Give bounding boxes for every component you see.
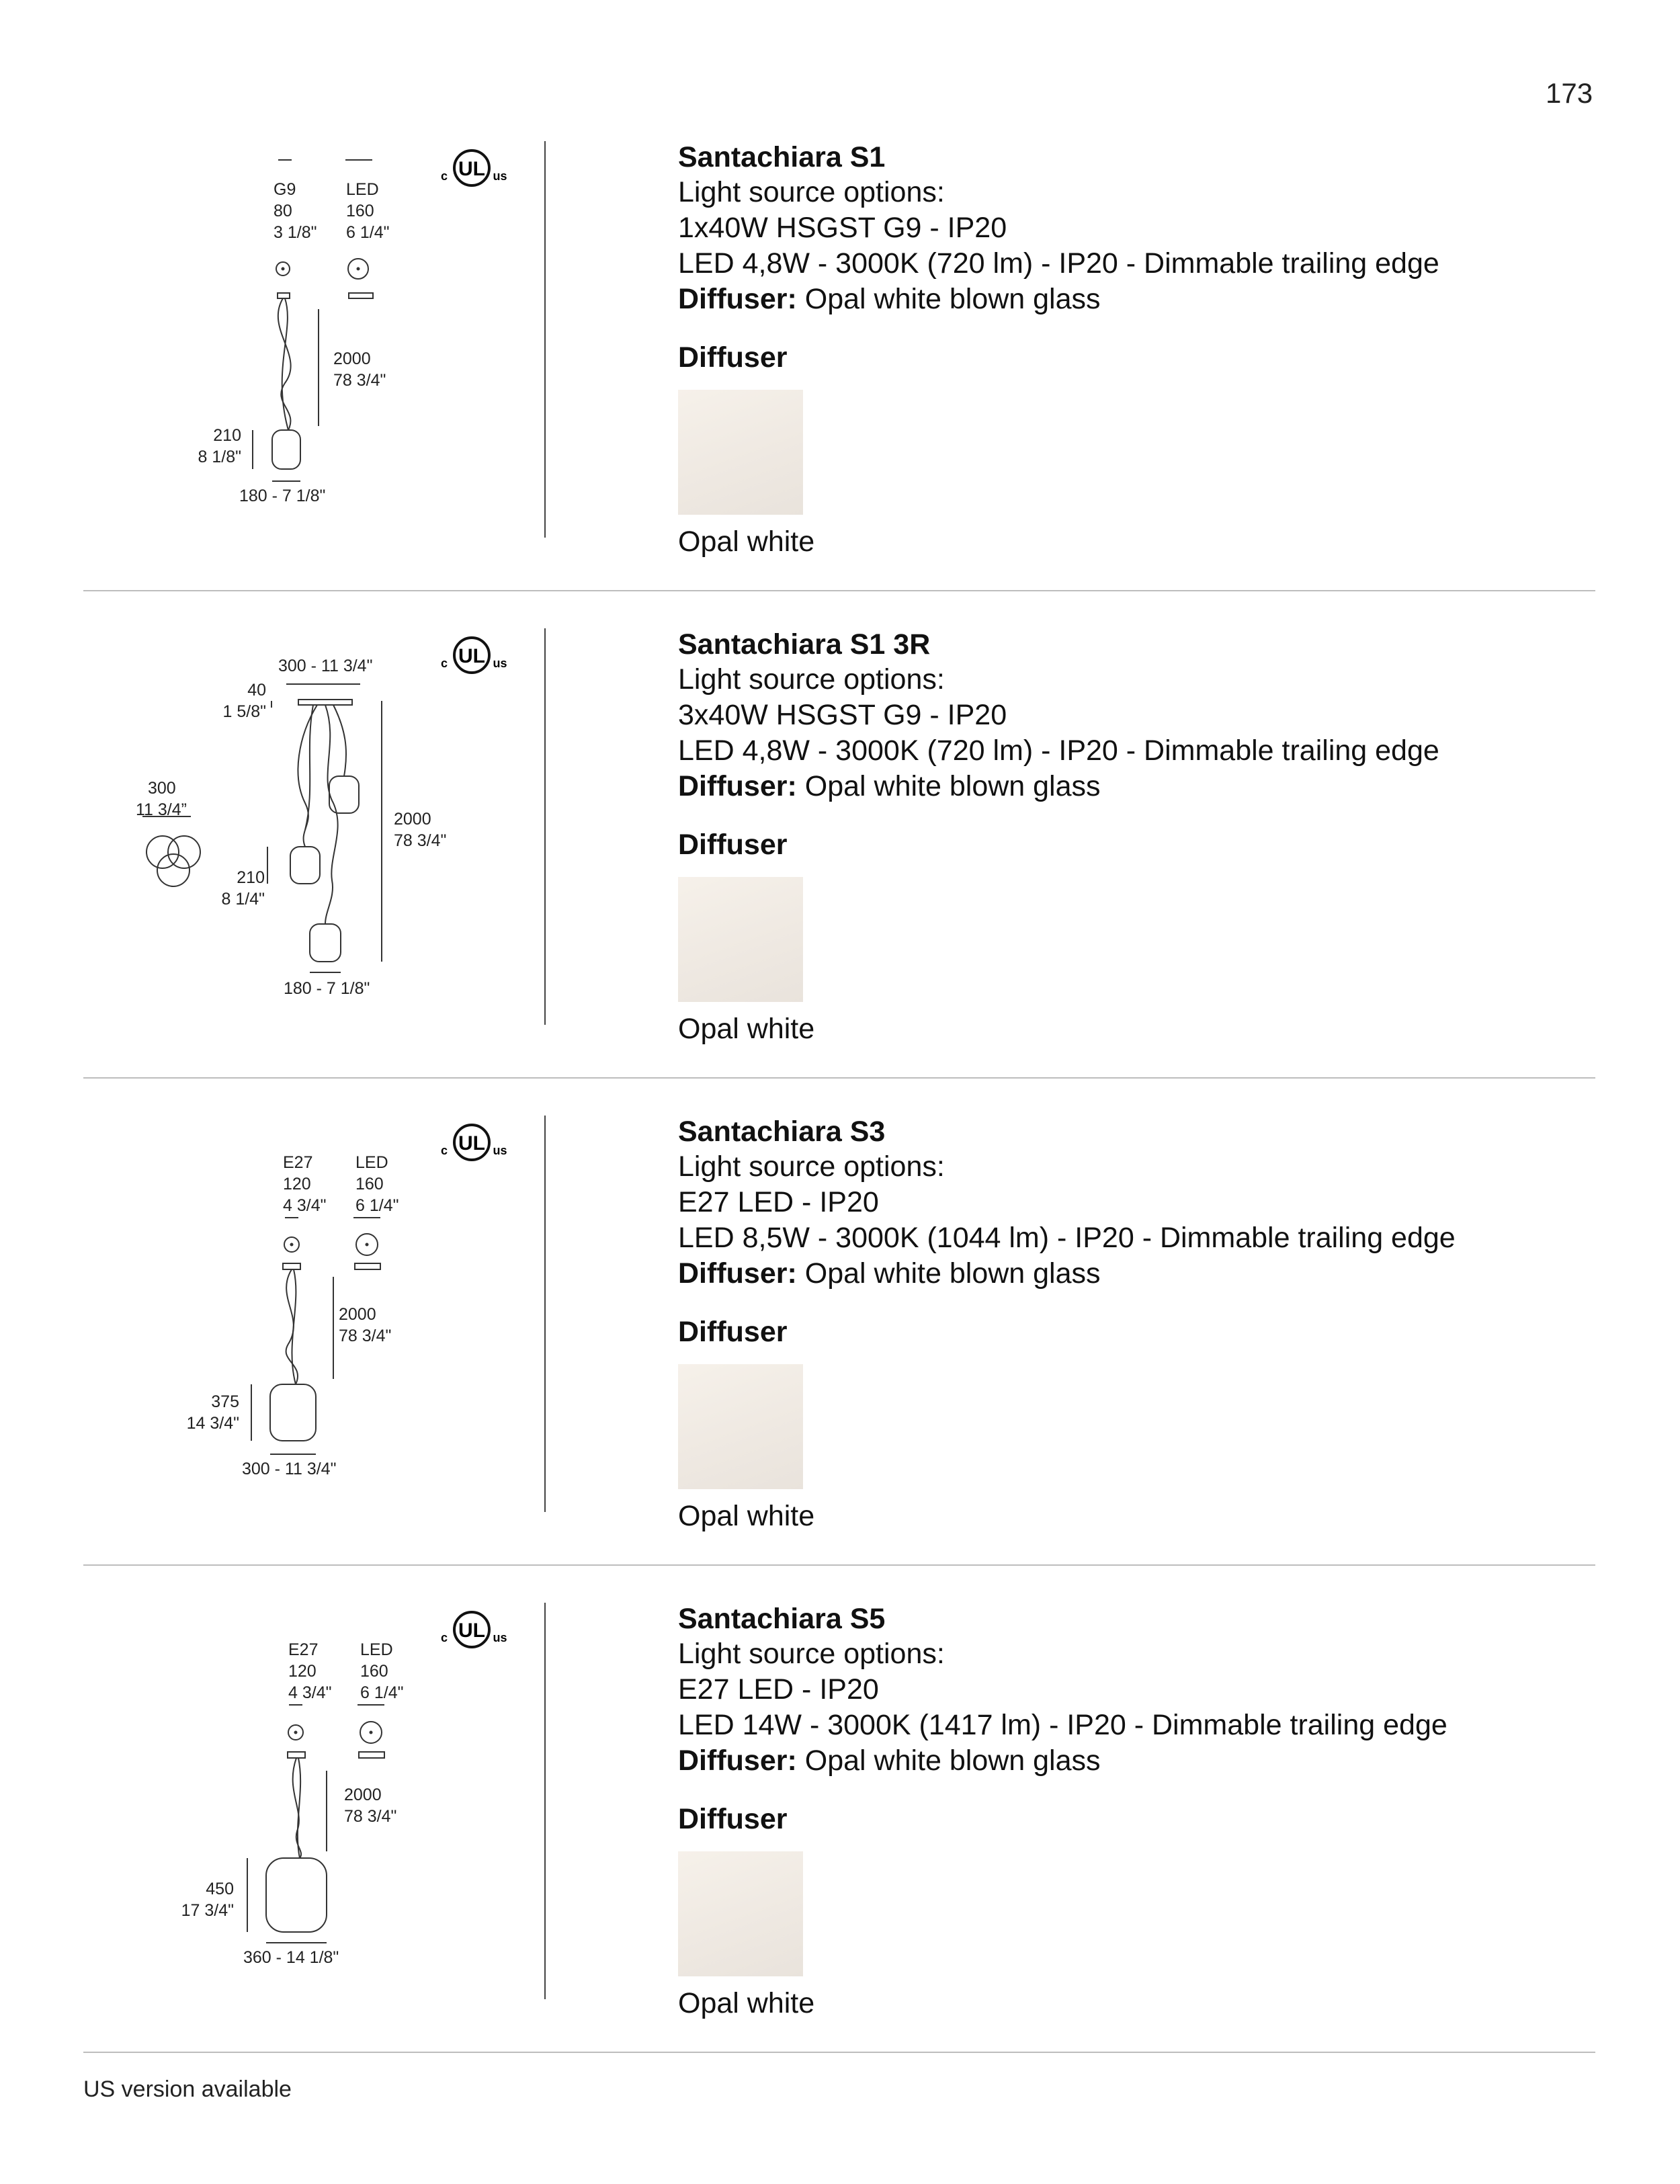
- svg-text:us: us: [493, 1631, 507, 1644]
- svg-text:UL: UL: [458, 158, 485, 180]
- section-divider-vertical: [544, 628, 546, 1025]
- diffuser-heading: Diffuser: [678, 829, 788, 861]
- page-number: 173: [1546, 77, 1593, 109]
- finish-swatch: [678, 1851, 803, 1976]
- finish-label: Opal white: [678, 526, 815, 558]
- svg-text:UL: UL: [458, 1132, 485, 1154]
- source-option: LED 4,8W - 3000K (720 lm) - IP20 - Dimmable trailing edge: [678, 247, 1439, 280]
- source-option: LED 4,8W - 3000K (720 lm) - IP20 - Dimmable trailing edge: [678, 734, 1439, 767]
- svg-text:c: c: [440, 657, 448, 670]
- diffuser-heading: Diffuser: [678, 1803, 788, 1835]
- diffuser-spec: Diffuser: Opal white blown glass: [678, 770, 1101, 802]
- footer-note: US version available: [83, 2076, 292, 2102]
- technical-drawing: E27 120 4 3/4" LED 160 6 1/4" 2000 78 3/4" 450 17 3/4" 360 - 14 1/8": [83, 1549, 540, 2040]
- svg-text:us: us: [493, 657, 507, 670]
- spec-heading: Light source options:: [678, 176, 945, 208]
- spec-heading: Light source options:: [678, 1638, 945, 1670]
- technical-drawing: 300 - 11 3/4" 40 1 5/8" 300 11 3/4” 2000 78 3/4" 210 8 1/4" 180 - 7 1/8": [83, 575, 540, 1065]
- product-info: [678, 627, 1592, 1046]
- product-info: [678, 1114, 1592, 1534]
- diffuser-heading: Diffuser: [678, 341, 788, 374]
- source-option: E27 LED - IP20: [678, 1673, 879, 1706]
- source-option: 3x40W HSGST G9 - IP20: [678, 699, 1007, 731]
- svg-text:UL: UL: [458, 1620, 485, 1642]
- svg-text:UL: UL: [458, 645, 485, 667]
- finish-label: Opal white: [678, 1013, 815, 1045]
- svg-text:c: c: [440, 1144, 448, 1157]
- technical-drawing: G9 80 3 1/8" LED 160 6 1/4" 2000 78 3/4" 210 8 1/8" 180 - 7 1/8": [83, 87, 540, 578]
- finish-swatch: [678, 1364, 803, 1489]
- spec-heading: Light source options:: [678, 663, 945, 696]
- source-option: E27 LED - IP20: [678, 1186, 879, 1218]
- svg-text:c: c: [440, 1631, 448, 1644]
- product-section-s1: [83, 87, 1595, 578]
- product-section-s5: [83, 1549, 1595, 2040]
- finish-label: Opal white: [678, 1500, 815, 1532]
- finish-swatch: [678, 390, 803, 515]
- product-section-s1-3r: [83, 575, 1595, 1065]
- product-info: [678, 1601, 1592, 2021]
- technical-drawing: E27 120 4 3/4" LED 160 6 1/4" 2000 78 3/4" 375 14 3/4" 300 - 11 3/4": [83, 1062, 540, 1552]
- source-option: 1x40W HSGST G9 - IP20: [678, 212, 1007, 244]
- spec-heading: Light source options:: [678, 1150, 945, 1183]
- product-section-s3: [83, 1062, 1595, 1552]
- svg-text:us: us: [493, 1144, 507, 1157]
- source-option: LED 8,5W - 3000K (1044 lm) - IP20 - Dimmable trailing edge: [678, 1222, 1456, 1254]
- section-divider-vertical: [544, 1116, 546, 1512]
- diffuser-heading: Diffuser: [678, 1316, 788, 1348]
- diffuser-spec: Diffuser: Opal white blown glass: [678, 283, 1101, 315]
- product-title: Santachiara S5: [678, 1603, 886, 1635]
- svg-text:c: c: [440, 169, 448, 183]
- finish-swatch: [678, 877, 803, 1002]
- finish-label: Opal white: [678, 1987, 815, 2019]
- svg-text:us: us: [493, 169, 507, 183]
- section-divider: [83, 2052, 1595, 2053]
- product-info: [678, 140, 1592, 559]
- section-divider-vertical: [544, 1603, 546, 1999]
- source-option: LED 14W - 3000K (1417 lm) - IP20 - Dimmable trailing edge: [678, 1709, 1447, 1741]
- product-title: Santachiara S1 3R: [678, 628, 931, 661]
- product-title: Santachiara S3: [678, 1116, 886, 1148]
- diffuser-spec: Diffuser: Opal white blown glass: [678, 1745, 1101, 1777]
- section-divider-vertical: [544, 141, 546, 538]
- diffuser-spec: Diffuser: Opal white blown glass: [678, 1257, 1101, 1290]
- product-title: Santachiara S1: [678, 141, 886, 173]
